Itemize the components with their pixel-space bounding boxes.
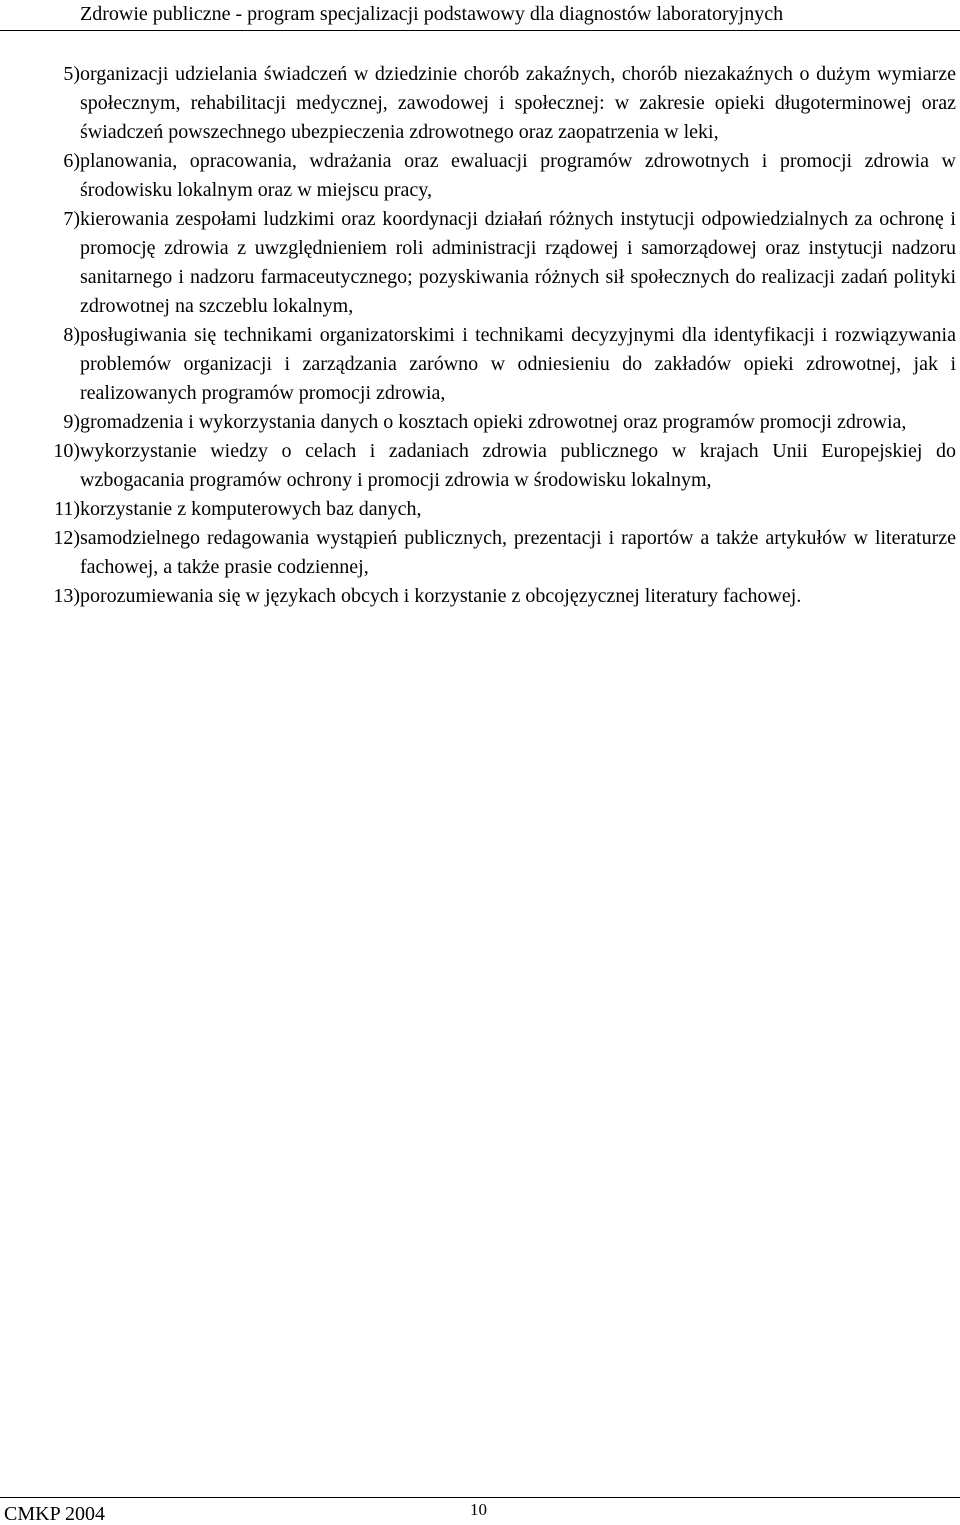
footer-rule [0, 1497, 960, 1498]
page-header [0, 0, 960, 31]
page-number: 10 [470, 1500, 487, 1519]
list-item-number: 12) [53, 527, 80, 549]
list-item [24, 437, 956, 495]
list-item [24, 60, 956, 147]
list-item-text: porozumiewania się w językach obcych i korzystanie z obcojęzycznej literatury fachowej. [80, 585, 802, 607]
numbered-list [24, 60, 956, 611]
list-item [24, 495, 956, 524]
list-item-number: 13) [53, 585, 80, 607]
list-item [24, 321, 956, 408]
list-item-text: samodzielnego redagowania wystąpień publicznych, prezentacji i raportów a także artykułów w literaturze fachowej, a także prasie codziennej, [80, 527, 956, 578]
list-item [24, 408, 956, 437]
list-item-text: kierowania zespołami ludzkimi oraz koordynacji działań różnych instytucji odpowiedzialnych za ochronę i promocję zdrowia z uwzględnieniem roli administracji rządowej i samorządowej oraz instytucji nadzoru sanitarnego i nadzoru farmaceutycznego; pozyskiwania różnych sił społecznych do realizacji zadań polityki zdrowotnej na szczeblu lokalnym, [80, 208, 956, 317]
list-item-number: 6) [63, 150, 80, 172]
list-item-text: korzystanie z komputerowych baz danych, [80, 498, 422, 520]
header-title: Zdrowie publiczne - program specjalizacji podstawowy dla diagnostów laboratoryjnych [80, 3, 784, 25]
list-item [24, 582, 956, 611]
list-item-number: 9) [63, 411, 80, 433]
list-item [24, 524, 956, 582]
footer-organization: CMKP 2004 [4, 1503, 105, 1525]
list-item-number: 10) [53, 440, 80, 462]
list-item [24, 205, 956, 321]
list-item-number: 11) [54, 498, 80, 520]
list-item-text: gromadzenia i wykorzystania danych o kosztach opieki zdrowotnej oraz programów promocji zdrowia, [80, 411, 907, 433]
list-item [24, 147, 956, 205]
list-item-number: 7) [63, 208, 80, 230]
header-rule [0, 30, 960, 31]
list-item-number: 5) [63, 63, 80, 85]
list-item-number: 8) [63, 324, 80, 346]
list-item-text: planowania, opracowania, wdrażania oraz ewaluacji programów zdrowotnych i promocji zdrowia w środowisku lokalnym oraz w miejscu pracy, [80, 150, 956, 201]
list-item-text: posługiwania się technikami organizatorskimi i technikami decyzyjnymi dla identyfikacji i rozwiązywania problemów organizacji i zarządzania zarówno w odniesieniu do zakładów opieki zdrowotnej, jak i realizowanych programów promocji zdrowia, [80, 324, 956, 404]
list-item-text: organizacji udzielania świadczeń w dziedzinie chorób zakaźnych, chorób niezakaźnych o dużym wymiarze społecznym, rehabilitacji medycznej, zawodowej i społecznej: w zakresie opieki długoterminowej oraz świadczeń powszechnego ubezpieczenia zdrowotnego oraz zaopatrzenia w leki, [80, 63, 956, 143]
list-item-text: wykorzystanie wiedzy o celach i zadaniach zdrowia publicznego w krajach Unii Europejskiej do wzbogacania programów ochrony i promocji zdrowia w środowisku lokalnym, [80, 440, 956, 491]
